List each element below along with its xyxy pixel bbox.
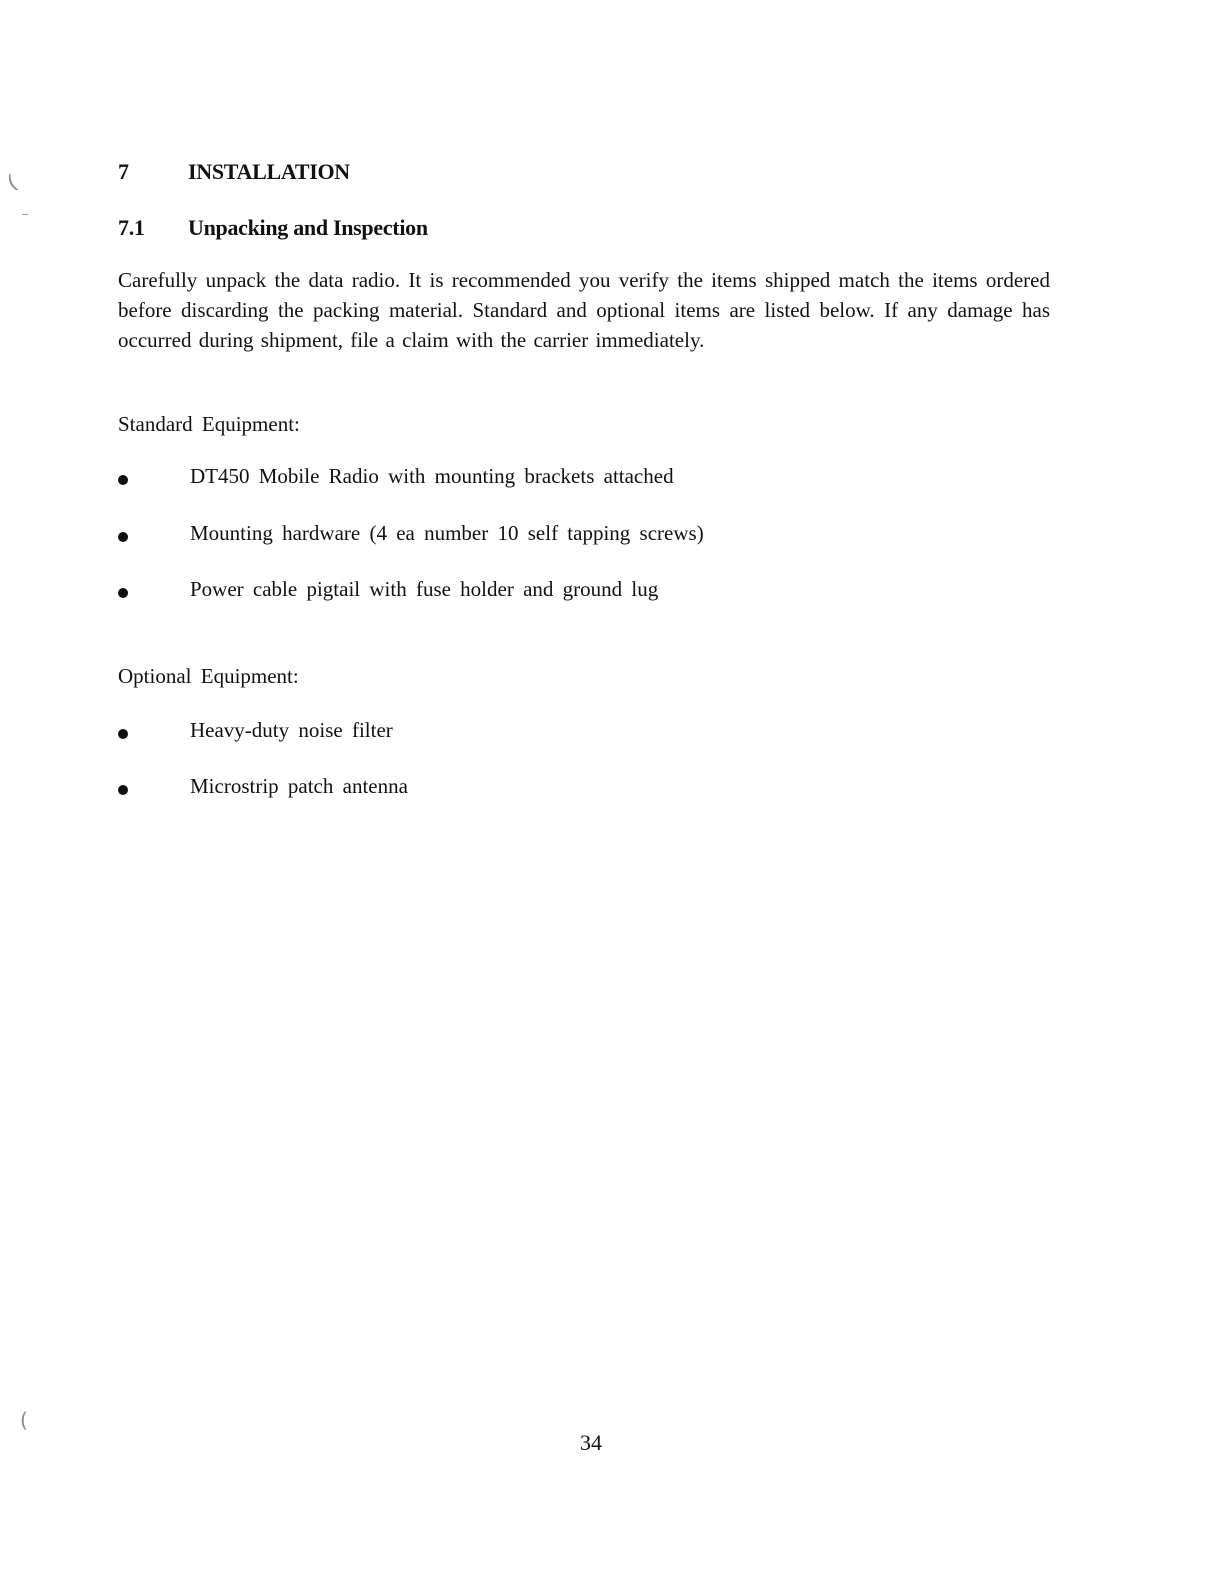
list-item: [118, 521, 704, 546]
section-title: INSTALLATION: [188, 159, 350, 184]
list-item-text: Power cable pigtail with fuse holder and ground lug: [190, 577, 659, 601]
bullet-icon: [118, 532, 128, 542]
list-item-text: Mounting hardware (4 ea number 10 self tapping screws): [190, 521, 704, 545]
list-item: [118, 577, 658, 602]
margin-scan-mark: (: [20, 1408, 28, 1432]
subsection-number: 7.1: [118, 215, 145, 240]
bullet-icon: [118, 588, 128, 598]
standard-equipment-label: Standard Equipment:: [118, 412, 300, 436]
page-number: 34: [580, 1430, 602, 1455]
bullet-icon: [118, 475, 128, 485]
list-item: [118, 464, 674, 489]
section-heading: [118, 159, 350, 185]
list-item: [118, 718, 393, 743]
list-item-text: Heavy-duty noise filter: [190, 718, 393, 742]
list-item: [118, 774, 408, 799]
list-item-text: DT450 Mobile Radio with mounting brackets attached: [190, 464, 674, 488]
intro-paragraph: Carefully unpack the data radio. It is recommended you verify the items shipped match the items ordered before discarding the packing material. Standard and optional items are listed below. If any damage has occurred during shipment, file a claim with the carrier immediately.: [118, 268, 1050, 352]
bullet-icon: [118, 729, 128, 739]
subsection-heading: [118, 215, 428, 241]
list-item-text: Microstrip patch antenna: [190, 774, 408, 798]
scan-speck: [22, 214, 28, 215]
bullet-icon: [118, 785, 128, 795]
optional-equipment-label: Optional Equipment:: [118, 664, 299, 688]
subsection-title: Unpacking and Inspection: [188, 215, 428, 240]
margin-scan-mark: (: [3, 169, 21, 195]
section-number: 7: [118, 159, 129, 184]
